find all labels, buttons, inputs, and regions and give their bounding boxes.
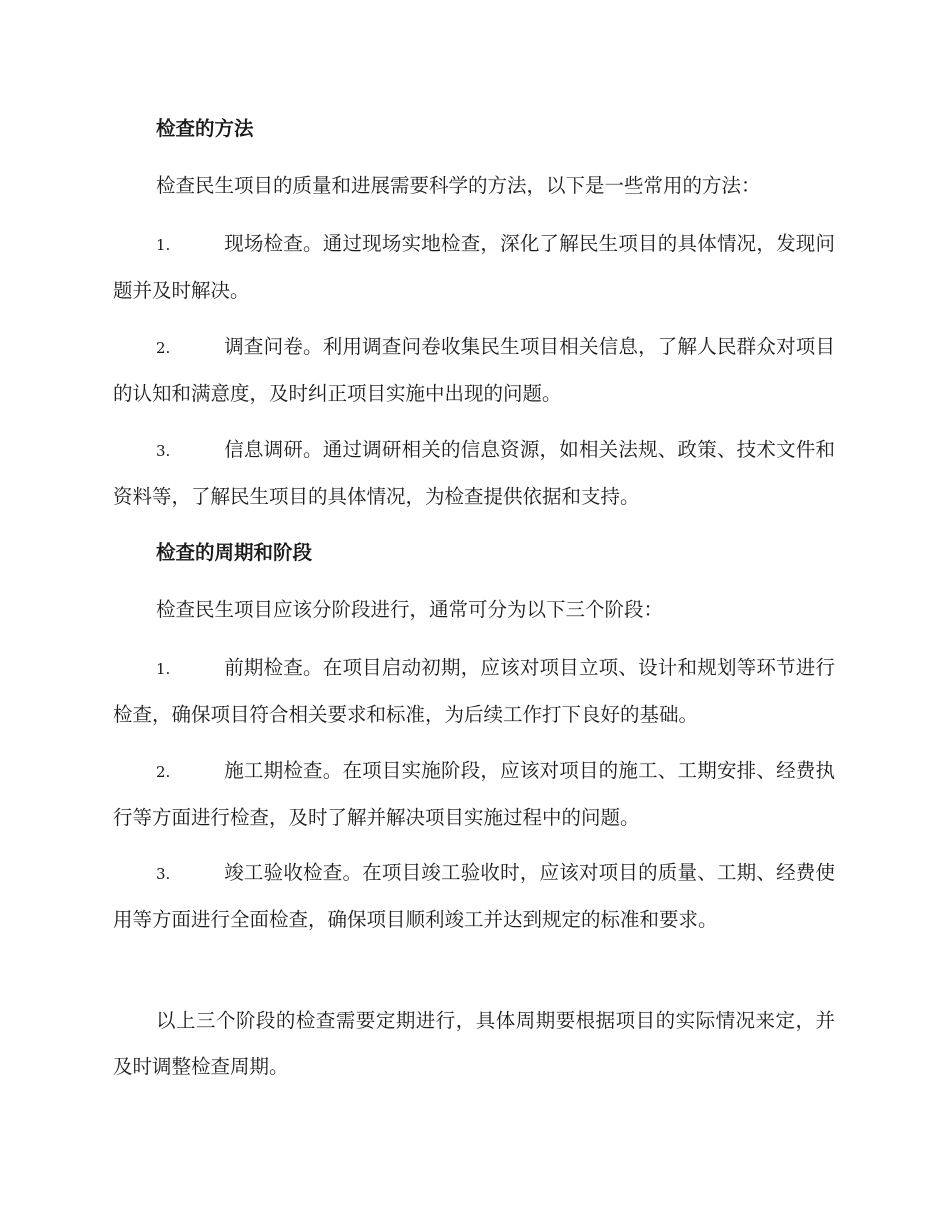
- section-heading-cycle-stages: 检查的周期和阶段: [156, 541, 313, 564]
- methods-intro-paragraph: 检查民生项目的质量和进展需要科学的方法，以下是一些常用的方法：: [156, 174, 761, 197]
- section-heading-methods: 检查的方法: [156, 117, 254, 140]
- list-number: 1.: [156, 236, 171, 254]
- list-number: 2.: [156, 763, 171, 781]
- list-number: 2.: [156, 339, 171, 357]
- stages-intro-paragraph: 检查民生项目应该分阶段进行，通常可分为以下三个阶段：: [156, 598, 664, 621]
- stages-list-item-3: [113, 850, 835, 943]
- stages-list-item-2: [113, 748, 835, 841]
- list-number: 3.: [156, 442, 171, 460]
- list-number: 3.: [156, 865, 171, 883]
- list-item-text: 现场检查。通过现场实地检查，深化了解民生项目的具体情况，发现问题并及时解决。: [113, 232, 835, 302]
- stages-list-item-1: [113, 645, 835, 738]
- methods-list-item-3: [113, 427, 835, 520]
- conclusion-paragraph: 以上三个阶段的检查需要定期进行，具体周期要根据项目的实际情况来定，并及时调整检查周期。: [113, 1009, 835, 1078]
- list-item-text: 调查问卷。利用调查问卷收集民生项目相关信息，了解人民群众对项目的认知和满意度，及时纠正项目实施中出现的问题。: [113, 335, 835, 405]
- list-number: 1.: [156, 660, 171, 678]
- list-item-text: 竣工验收检查。在项目竣工验收时，应该对项目的质量、工期、经费使用等方面进行全面检查，确保项目顺利竣工并达到规定的标准和要求。: [113, 861, 835, 931]
- list-item-text: 施工期检查。在项目实施阶段，应该对项目的施工、工期安排、经费执行等方面进行检查，及时了解并解决项目实施过程中的问题。: [113, 759, 835, 829]
- list-item-text: 前期检查。在项目启动初期，应该对项目立项、设计和规划等环节进行检查，确保项目符合相关要求和标准，为后续工作打下良好的基础。: [113, 656, 835, 726]
- list-item-text: 信息调研。通过调研相关的信息资源，如相关法规、政策、技术文件和资料等，了解民生项目的具体情况，为检查提供依据和支持。: [113, 438, 835, 508]
- methods-list-item-2: [113, 324, 835, 417]
- methods-list-item-1: [113, 221, 835, 314]
